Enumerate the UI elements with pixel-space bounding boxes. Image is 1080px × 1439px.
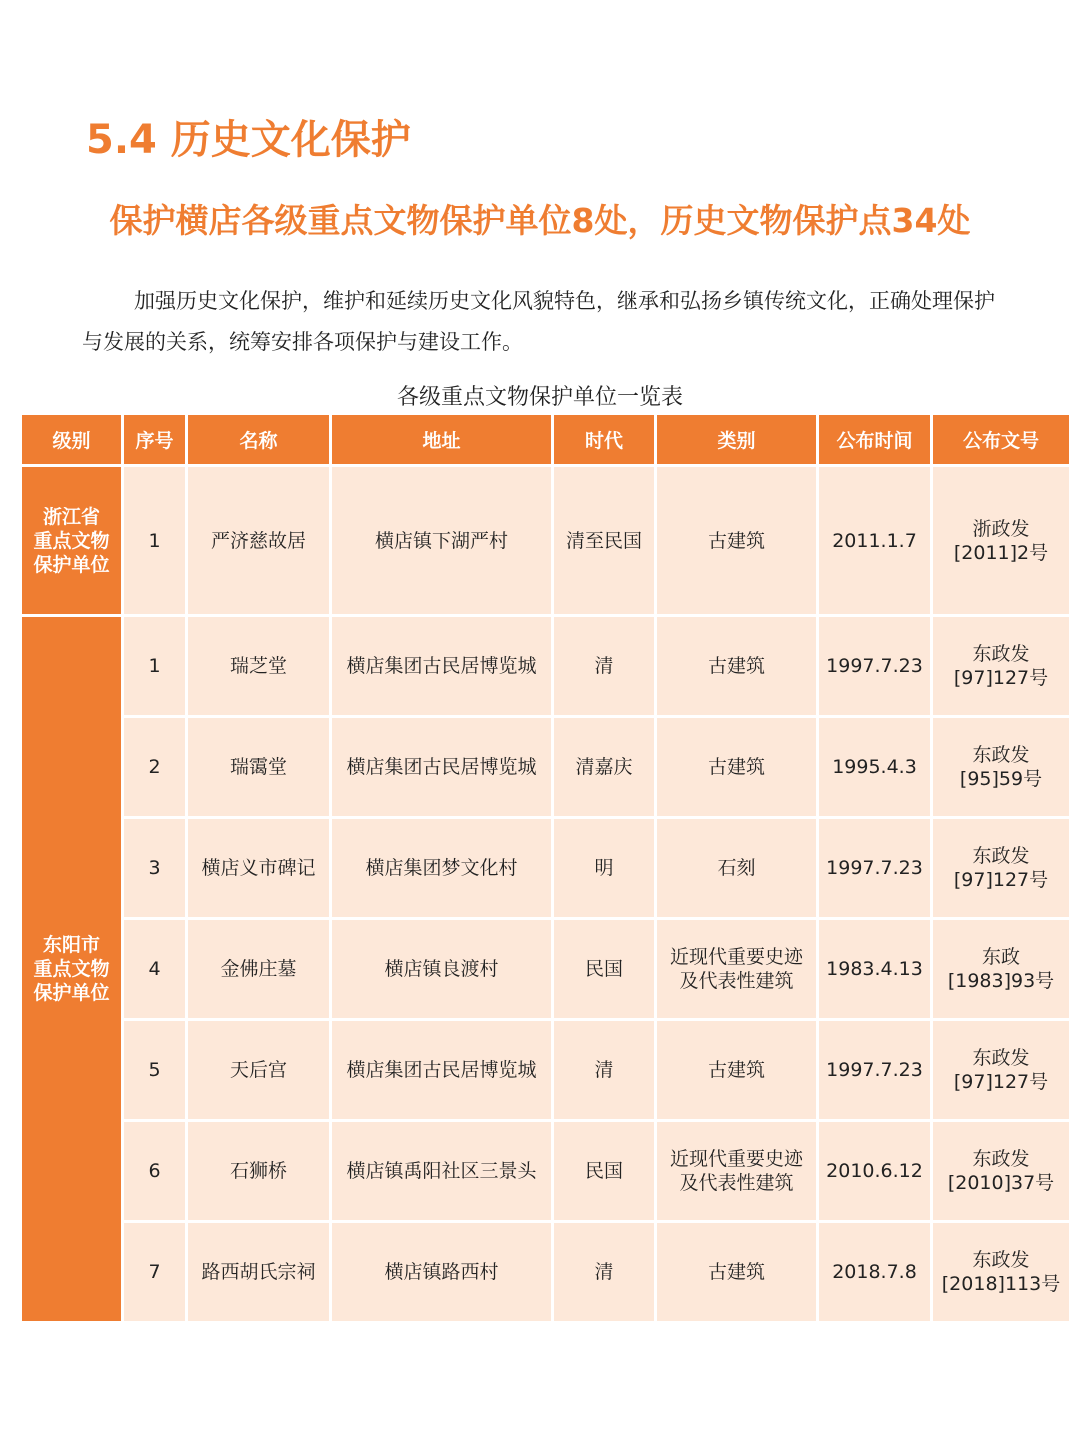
category-cell xyxy=(657,819,816,917)
document-number-cell-line: [97]127号 xyxy=(953,869,1049,891)
category-cell-line: 古建筑 xyxy=(707,655,765,677)
number-cell: 6 xyxy=(124,1122,185,1220)
address-cell: 横店集团古民居博览城 xyxy=(332,718,551,816)
document-number-cell xyxy=(933,1223,1069,1321)
table-header-row xyxy=(22,415,1069,464)
table-body xyxy=(22,467,1069,1321)
level-cell-line: 浙江省 xyxy=(42,505,100,528)
table-row xyxy=(22,920,1069,1018)
document-number-cell xyxy=(933,819,1069,917)
era-cell: 明 xyxy=(554,819,654,917)
category-cell-line: 及代表性建筑 xyxy=(679,970,794,992)
category-cell-line: 古建筑 xyxy=(707,1059,765,1081)
category-cell xyxy=(657,1021,816,1119)
level-cell-line: 重点文物 xyxy=(33,529,110,552)
document-number-cell-line: [2011]2号 xyxy=(953,541,1049,564)
name-cell: 横店义市碑记 xyxy=(188,819,329,917)
name-cell: 严济慈故居 xyxy=(188,467,329,614)
number-cell: 7 xyxy=(124,1223,185,1321)
table-row xyxy=(22,1122,1069,1220)
number-cell: 4 xyxy=(124,920,185,1018)
address-cell: 横店集团古民居博览城 xyxy=(332,617,551,715)
address-cell: 横店镇路西村 xyxy=(332,1223,551,1321)
document-number-cell-line: [97]127号 xyxy=(953,667,1049,689)
name-cell: 路西胡氏宗祠 xyxy=(188,1223,329,1321)
publish-date-cell: 2011.1.7 xyxy=(819,467,930,614)
header-category: 类别 xyxy=(657,415,816,464)
level-cell-line: 保护单位 xyxy=(33,982,110,1004)
era-cell: 民国 xyxy=(554,920,654,1018)
document-number-cell xyxy=(933,617,1069,715)
table-caption: 各级重点文物保护单位一览表 xyxy=(396,385,683,410)
era-cell: 清 xyxy=(554,1223,654,1321)
document-number-cell-line: 浙政发 xyxy=(972,517,1030,540)
name-cell: 天后宫 xyxy=(188,1021,329,1119)
category-cell xyxy=(657,920,816,1018)
level-cell-line: 重点文物 xyxy=(33,958,110,980)
publish-date-cell: 1995.4.3 xyxy=(819,718,930,816)
category-cell xyxy=(657,1122,816,1220)
heritage-table-container xyxy=(22,415,1060,1321)
era-cell: 民国 xyxy=(554,1122,654,1220)
era-cell: 清 xyxy=(554,617,654,715)
heritage-units-table xyxy=(19,412,1072,1324)
header-number: 序号 xyxy=(124,415,185,464)
era-cell: 清 xyxy=(554,1021,654,1119)
header-level: 级别 xyxy=(22,415,121,464)
document-number-cell xyxy=(933,1021,1069,1119)
level-cell xyxy=(22,467,121,614)
header-address: 地址 xyxy=(332,415,551,464)
number-cell: 2 xyxy=(124,718,185,816)
level-cell-line: 保护单位 xyxy=(33,553,110,576)
level-cell-line: 东阳市 xyxy=(42,934,100,956)
number-cell: 1 xyxy=(124,617,185,715)
document-number-cell-line: 东政发 xyxy=(972,1148,1030,1170)
address-cell: 横店集团梦文化村 xyxy=(332,819,551,917)
era-cell: 清至民国 xyxy=(554,467,654,614)
table-row xyxy=(22,819,1069,917)
address-cell: 横店镇良渡村 xyxy=(332,920,551,1018)
publish-date-cell: 1983.4.13 xyxy=(819,920,930,1018)
category-cell xyxy=(657,617,816,715)
category-cell-line: 古建筑 xyxy=(707,529,765,552)
document-number-cell-line: 东政发 xyxy=(972,845,1030,867)
name-cell: 瑞芝堂 xyxy=(188,617,329,715)
name-cell: 瑞霭堂 xyxy=(188,718,329,816)
publish-date-cell: 2018.7.8 xyxy=(819,1223,930,1321)
address-cell: 横店镇禹阳社区三景头 xyxy=(332,1122,551,1220)
document-number-cell-line: 东政 xyxy=(981,946,1020,968)
document-number-cell xyxy=(933,920,1069,1018)
category-cell-line: 近现代重要史迹 xyxy=(669,946,803,968)
section-title: 5.4 历史文化保护 xyxy=(86,117,411,163)
category-cell-line: 古建筑 xyxy=(707,1261,765,1283)
number-cell: 5 xyxy=(124,1021,185,1119)
table-row xyxy=(22,617,1069,715)
era-cell: 清嘉庆 xyxy=(554,718,654,816)
document-number-cell-line: 东政发 xyxy=(972,1047,1030,1069)
category-cell-line: 近现代重要史迹 xyxy=(669,1148,803,1170)
category-cell xyxy=(657,718,816,816)
category-cell-line: 古建筑 xyxy=(707,756,765,778)
category-cell-line: 及代表性建筑 xyxy=(679,1172,794,1194)
category-cell xyxy=(657,1223,816,1321)
number-cell: 1 xyxy=(124,467,185,614)
table-row xyxy=(22,1021,1069,1119)
header-name: 名称 xyxy=(188,415,329,464)
publish-date-cell: 1997.7.23 xyxy=(819,819,930,917)
document-number-cell xyxy=(933,467,1069,614)
document-number-cell-line: [97]127号 xyxy=(953,1071,1049,1093)
document-number-cell-line: [1983]93号 xyxy=(947,970,1055,992)
publish-date-cell: 2010.6.12 xyxy=(819,1122,930,1220)
publish-date-cell: 1997.7.23 xyxy=(819,617,930,715)
category-cell xyxy=(657,467,816,614)
name-cell: 金佛庄墓 xyxy=(188,920,329,1018)
category-cell-line: 石刻 xyxy=(717,857,756,879)
table-row xyxy=(22,1223,1069,1321)
address-cell: 横店集团古民居博览城 xyxy=(332,1021,551,1119)
document-number-cell-line: [2010]37号 xyxy=(947,1172,1055,1194)
intro-paragraph: 加强历史文化保护，维护和延续历史文化风貌特色，继承和弘扬乡镇传统文化，正确处理保护与发展的关系，统筹安排各项保护与建设工作。 xyxy=(82,289,995,354)
document-number-cell-line: [95]59号 xyxy=(959,768,1043,790)
header-publish-date: 公布时间 xyxy=(819,415,930,464)
document-number-cell xyxy=(933,718,1069,816)
table-row xyxy=(22,467,1069,614)
document-number-cell-line: 东政发 xyxy=(972,744,1030,766)
level-cell xyxy=(22,617,121,1321)
publish-date-cell: 1997.7.23 xyxy=(819,1021,930,1119)
document-number-cell-line: 东政发 xyxy=(972,1249,1030,1271)
header-document-number: 公布文号 xyxy=(933,415,1069,464)
table-row xyxy=(22,718,1069,816)
document-number-cell-line: 东政发 xyxy=(972,643,1030,665)
number-cell: 3 xyxy=(124,819,185,917)
document-number-cell xyxy=(933,1122,1069,1220)
document-number-cell-line: [2018]113号 xyxy=(941,1273,1061,1295)
subtitle: 保护横店各级重点文物保护单位8处，历史文物保护点34处 xyxy=(109,201,971,240)
name-cell: 石狮桥 xyxy=(188,1122,329,1220)
header-era: 时代 xyxy=(554,415,654,464)
address-cell: 横店镇下湖严村 xyxy=(332,467,551,614)
